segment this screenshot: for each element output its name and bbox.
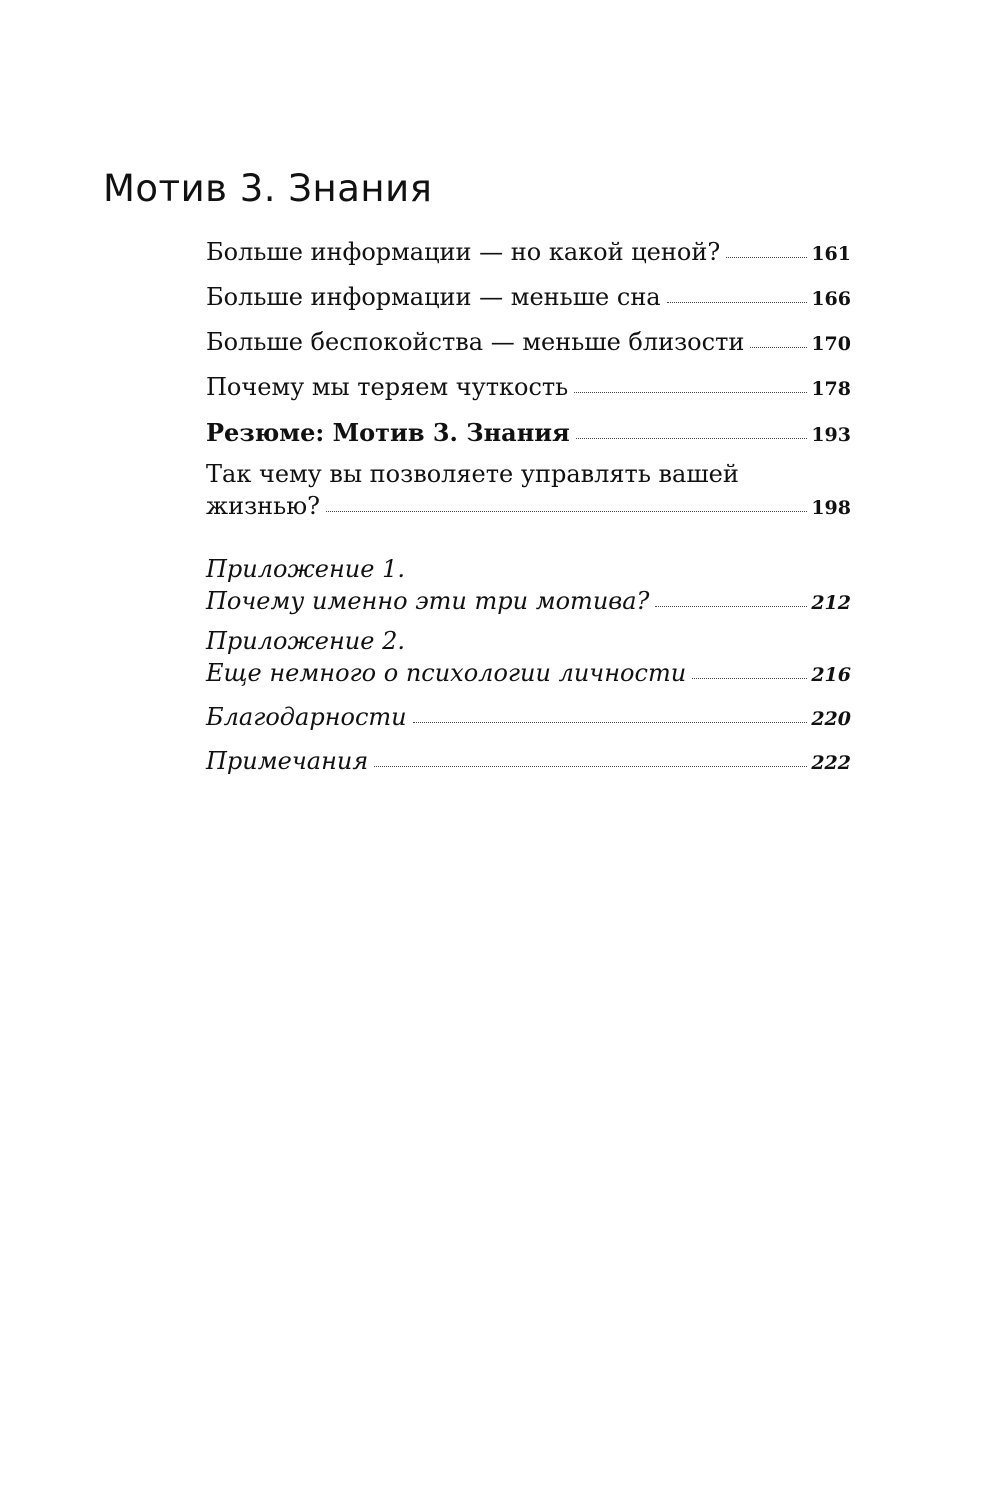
toc-page-number: 193 [811, 424, 851, 446]
toc-entry[interactable] [206, 236, 851, 270]
toc-page-number: 216 [811, 664, 851, 686]
toc-entry-title-line1: Приложение 1. [206, 555, 405, 583]
toc-entry[interactable] [206, 281, 851, 315]
dot-leader [726, 256, 807, 258]
dot-leader [750, 346, 807, 348]
toc-entry-appendix[interactable] [206, 745, 851, 779]
dot-leader [692, 677, 807, 679]
toc-entry-title-line2: Еще немного о психологии личности [206, 659, 687, 687]
dot-leader [576, 437, 808, 439]
toc-entry-title-line2: жизнью? [206, 492, 320, 520]
toc-entry-title: Резюме: Мотив 3. Знания [206, 418, 570, 447]
toc-entry-appendix[interactable] [206, 701, 851, 735]
toc-page-number: 222 [811, 752, 851, 774]
toc-entry[interactable] [206, 371, 851, 405]
dot-leader [667, 301, 808, 303]
toc-entry-title: Больше информации — меньше сна [206, 283, 661, 311]
dot-leader [574, 391, 807, 393]
toc-page-number: 170 [811, 333, 851, 355]
toc-entry[interactable] [206, 458, 851, 524]
toc-entry-title-line1: Приложение 2. [206, 627, 405, 655]
toc-entry-title-line1: Так чему вы позволяете управлять вашей [206, 460, 739, 488]
toc-page-number: 166 [811, 288, 851, 310]
toc-entry-title: Почему мы теряем чуткость [206, 373, 569, 401]
toc-page-number: 161 [811, 243, 851, 265]
toc-page-number: 198 [811, 497, 851, 519]
toc-entry-appendix[interactable] [206, 553, 851, 619]
chapter-title: Мотив 3. Знания [103, 167, 433, 210]
toc-entry-summary[interactable] [206, 417, 851, 451]
toc-entry-title: Больше информации — но какой ценой? [206, 238, 721, 266]
toc-entry-title: Благодарности [206, 703, 407, 731]
toc-entry[interactable] [206, 326, 851, 360]
toc-entry-title: Больше беспокойства — меньше близости [206, 328, 745, 356]
dot-leader [374, 765, 807, 767]
toc-entry-appendix[interactable] [206, 625, 851, 691]
dot-leader [655, 605, 807, 607]
dot-leader [326, 510, 807, 512]
dot-leader [413, 721, 808, 723]
toc-page-number: 220 [811, 708, 851, 730]
toc-page-number: 178 [811, 378, 851, 400]
toc-page-number: 212 [811, 592, 851, 614]
toc-entry-title-line2: Почему именно эти три мотива? [206, 587, 650, 615]
toc-entry-title: Примечания [206, 747, 369, 775]
